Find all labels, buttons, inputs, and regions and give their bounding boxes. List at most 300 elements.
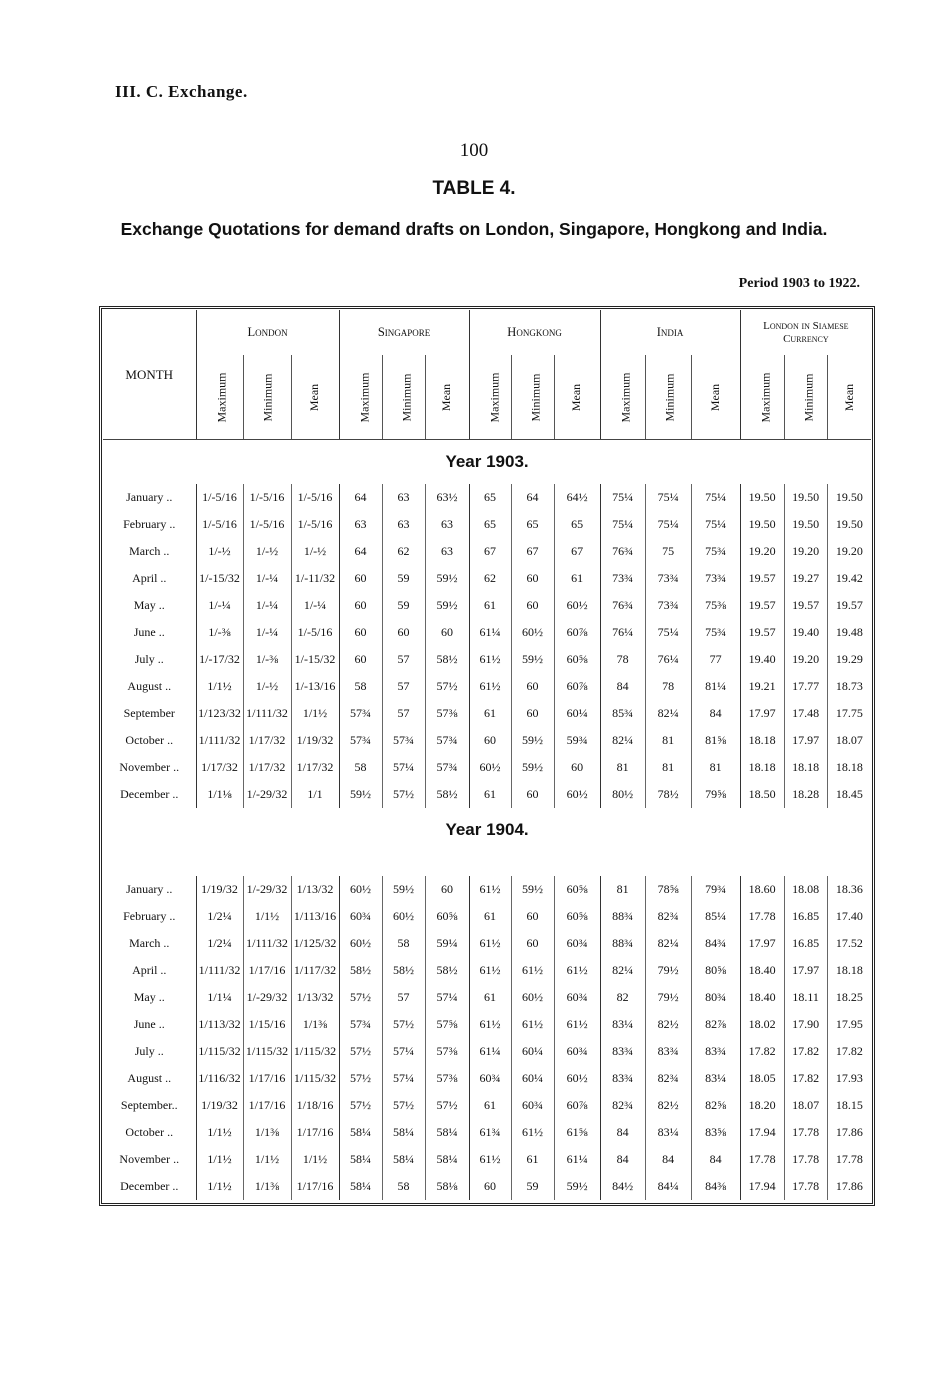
value-cell: 83¼ xyxy=(600,1011,645,1038)
value-cell: 60 xyxy=(382,619,425,646)
table-row xyxy=(103,673,871,700)
value-cell: 1/17/32 xyxy=(291,754,339,781)
value-cell: 60⅝ xyxy=(554,903,600,930)
value-cell: 82¾ xyxy=(645,1065,691,1092)
value-cell: 1/-5/16 xyxy=(291,511,339,538)
value-cell: 60 xyxy=(469,727,511,754)
value-cell: 1/-½ xyxy=(291,538,339,565)
table-row xyxy=(103,930,871,957)
value-cell: 60½ xyxy=(554,1065,600,1092)
value-cell: 59½ xyxy=(382,876,425,903)
value-cell: 75¾ xyxy=(691,619,740,646)
value-cell: 1/1½ xyxy=(196,673,243,700)
value-cell: 1/15/16 xyxy=(243,1011,291,1038)
value-cell: 67 xyxy=(469,538,511,565)
month-cell: April .. xyxy=(132,963,167,977)
value-cell: 83¾ xyxy=(691,1038,740,1065)
value-cell: 1/18/16 xyxy=(291,1092,339,1119)
value-cell: 19.20 xyxy=(827,538,871,565)
value-cell: 57½ xyxy=(339,1065,382,1092)
value-cell: 60 xyxy=(339,565,382,592)
value-cell: 1/1½ xyxy=(196,1173,243,1200)
value-cell: 60 xyxy=(511,781,554,808)
value-cell: 57¾ xyxy=(425,754,469,781)
value-cell: 57 xyxy=(382,673,425,700)
value-cell: 1/113/16 xyxy=(291,903,339,930)
year-label: Year 1903. xyxy=(445,452,529,471)
month-cell: March .. xyxy=(129,936,170,950)
value-cell: 75¼ xyxy=(645,484,691,511)
value-cell: 81⅝ xyxy=(691,727,740,754)
table-row xyxy=(103,1119,871,1146)
section-label: III. C. Exchange. xyxy=(115,82,248,101)
value-cell: 1/-29/32 xyxy=(243,876,291,903)
value-cell: 19.50 xyxy=(740,484,784,511)
month-cell: October .. xyxy=(125,1125,174,1139)
value-cell: 1/-11/32 xyxy=(291,565,339,592)
subcolumn-header xyxy=(425,355,469,440)
value-cell: 62 xyxy=(469,565,511,592)
value-cell: 17.90 xyxy=(784,1011,827,1038)
value-cell: 60¾ xyxy=(469,1065,511,1092)
value-cell: 57⅝ xyxy=(425,1011,469,1038)
value-cell: 59½ xyxy=(511,727,554,754)
value-cell: 1/-½ xyxy=(196,538,243,565)
value-cell: 83¼ xyxy=(645,1119,691,1146)
value-cell: 1/-5/16 xyxy=(196,511,243,538)
value-cell: 17.78 xyxy=(784,1146,827,1173)
value-cell: 80⅝ xyxy=(691,957,740,984)
table-row xyxy=(103,646,871,673)
month-cell: January .. xyxy=(126,490,173,504)
value-cell: 60½ xyxy=(339,876,382,903)
value-cell: 17.82 xyxy=(827,1038,871,1065)
subcolumn-label: Maximum xyxy=(357,372,372,422)
value-cell: 62 xyxy=(382,538,425,565)
value-cell: 61½ xyxy=(469,673,511,700)
subcolumn-label: Maximum xyxy=(487,372,502,422)
group-header-india: India xyxy=(600,310,740,355)
value-cell: 64 xyxy=(339,538,382,565)
table-row xyxy=(103,903,871,930)
value-cell: 75¾ xyxy=(691,538,740,565)
value-cell: 1/-⅜ xyxy=(243,646,291,673)
value-cell: 60½ xyxy=(554,781,600,808)
table-row xyxy=(103,484,871,511)
value-cell: 82¼ xyxy=(645,930,691,957)
value-cell: 1/-15/32 xyxy=(196,565,243,592)
month-cell: December .. xyxy=(120,787,179,801)
value-cell: 17.78 xyxy=(740,1146,784,1173)
value-cell: 59½ xyxy=(511,646,554,673)
value-cell: 58½ xyxy=(382,957,425,984)
subcolumn-label: Minimum xyxy=(801,372,816,422)
value-cell: 1/17/16 xyxy=(291,1173,339,1200)
value-cell: 1/17/32 xyxy=(243,754,291,781)
value-cell: 76¾ xyxy=(600,538,645,565)
value-cell: 57½ xyxy=(382,1011,425,1038)
value-cell: 17.82 xyxy=(740,1038,784,1065)
value-cell: 81 xyxy=(645,754,691,781)
value-cell: 18.28 xyxy=(784,781,827,808)
value-cell: 1/17/16 xyxy=(291,1119,339,1146)
value-cell: 60⅝ xyxy=(554,646,600,673)
value-cell: 60 xyxy=(339,646,382,673)
value-cell: 59 xyxy=(382,592,425,619)
subcolumn-header xyxy=(827,355,871,440)
value-cell: 57 xyxy=(382,646,425,673)
table-row xyxy=(103,538,871,565)
value-cell: 19.57 xyxy=(740,619,784,646)
subcolumn-header xyxy=(740,355,784,440)
value-cell: 60 xyxy=(511,673,554,700)
value-cell: 59¾ xyxy=(554,727,600,754)
value-cell: 59½ xyxy=(425,565,469,592)
value-cell: 84⅜ xyxy=(691,1173,740,1200)
value-cell: 60½ xyxy=(511,984,554,1011)
value-cell: 82¼ xyxy=(600,957,645,984)
value-cell: 81 xyxy=(645,727,691,754)
value-cell: 79½ xyxy=(645,957,691,984)
value-cell: 63 xyxy=(425,511,469,538)
value-cell: 1/-29/32 xyxy=(243,984,291,1011)
value-cell: 84 xyxy=(600,1146,645,1173)
value-cell: 1/-¼ xyxy=(291,592,339,619)
value-cell: 73¾ xyxy=(645,592,691,619)
value-cell: 18.18 xyxy=(740,754,784,781)
value-cell: 1/-½ xyxy=(243,538,291,565)
value-cell: 19.20 xyxy=(740,538,784,565)
value-cell: 58¼ xyxy=(339,1173,382,1200)
value-cell: 17.97 xyxy=(740,700,784,727)
value-cell: 19.57 xyxy=(784,592,827,619)
value-cell: 1/2¼ xyxy=(196,930,243,957)
value-cell: 78½ xyxy=(645,781,691,808)
value-cell: 84¾ xyxy=(691,930,740,957)
value-cell: 64 xyxy=(511,484,554,511)
value-cell: 60¾ xyxy=(511,1092,554,1119)
month-cell: May .. xyxy=(133,598,165,612)
value-cell: 1/111/32 xyxy=(196,727,243,754)
year-row xyxy=(103,808,871,876)
value-cell: 73¾ xyxy=(645,565,691,592)
value-cell: 1/117/32 xyxy=(291,957,339,984)
value-cell: 1/115/32 xyxy=(196,1038,243,1065)
table-row xyxy=(103,619,871,646)
value-cell: 82⅝ xyxy=(691,1092,740,1119)
value-cell: 58 xyxy=(339,754,382,781)
value-cell: 1/-29/32 xyxy=(243,781,291,808)
value-cell: 1/111/32 xyxy=(243,700,291,727)
value-cell: 1/125/32 xyxy=(291,930,339,957)
value-cell: 61 xyxy=(469,781,511,808)
month-cell: February .. xyxy=(123,517,176,531)
value-cell: 1/17/32 xyxy=(196,754,243,781)
month-cell: November .. xyxy=(119,1152,180,1166)
value-cell: 1/-15/32 xyxy=(291,646,339,673)
table-subtitle: Exchange Quotations for demand drafts on London, Singapore, Hongkong and India. xyxy=(120,219,828,239)
group-header-london: London xyxy=(196,310,339,355)
value-cell: 75 xyxy=(645,538,691,565)
value-cell: 63 xyxy=(382,511,425,538)
table-row xyxy=(103,1173,871,1200)
value-cell: 17.78 xyxy=(784,1173,827,1200)
value-cell: 60 xyxy=(554,754,600,781)
value-cell: 84½ xyxy=(600,1173,645,1200)
value-cell: 1/1½ xyxy=(196,1146,243,1173)
value-cell: 1/1½ xyxy=(243,903,291,930)
subcolumn-header xyxy=(511,355,554,440)
value-cell: 84 xyxy=(691,700,740,727)
value-cell: 18.18 xyxy=(784,754,827,781)
year-label: Year 1904. xyxy=(445,820,529,839)
value-cell: 57⅜ xyxy=(425,1038,469,1065)
value-cell: 57½ xyxy=(339,984,382,1011)
value-cell: 88¾ xyxy=(600,930,645,957)
value-cell: 19.42 xyxy=(827,565,871,592)
month-cell: June .. xyxy=(133,1017,165,1031)
value-cell: 17.75 xyxy=(827,700,871,727)
value-cell: 18.25 xyxy=(827,984,871,1011)
value-cell: 78⅝ xyxy=(645,876,691,903)
value-cell: 73¾ xyxy=(600,565,645,592)
value-cell: 57⅜ xyxy=(425,1065,469,1092)
value-cell: 82¾ xyxy=(600,1092,645,1119)
value-cell: 79¾ xyxy=(691,876,740,903)
subcolumn-label: Mean xyxy=(841,383,856,411)
value-cell: 1/113/32 xyxy=(196,1011,243,1038)
value-cell: 60 xyxy=(425,619,469,646)
value-cell: 61¾ xyxy=(469,1119,511,1146)
value-cell: 65 xyxy=(469,511,511,538)
value-cell: 83¾ xyxy=(600,1038,645,1065)
value-cell: 17.78 xyxy=(827,1146,871,1173)
value-cell: 61 xyxy=(554,565,600,592)
value-cell: 67 xyxy=(554,538,600,565)
value-cell: 57¾ xyxy=(425,727,469,754)
page-number: 100 xyxy=(459,140,489,161)
value-cell: 57 xyxy=(382,984,425,1011)
value-cell: 67 xyxy=(511,538,554,565)
value-cell: 19.27 xyxy=(784,565,827,592)
value-cell: 19.29 xyxy=(827,646,871,673)
month-cell: December .. xyxy=(120,1179,179,1193)
month-cell: July .. xyxy=(134,1044,164,1058)
table-row xyxy=(103,727,871,754)
value-cell: 84 xyxy=(600,673,645,700)
value-cell: 57¼ xyxy=(382,1038,425,1065)
value-cell: 60⅝ xyxy=(554,876,600,903)
value-cell: 1/1⅜ xyxy=(243,1119,291,1146)
value-cell: 61½ xyxy=(469,1011,511,1038)
value-cell: 17.78 xyxy=(784,1119,827,1146)
value-cell: 1/115/32 xyxy=(291,1065,339,1092)
value-cell: 57⅜ xyxy=(425,700,469,727)
value-cell: 1/123/32 xyxy=(196,700,243,727)
value-cell: 81 xyxy=(600,876,645,903)
value-cell: 19.50 xyxy=(827,484,871,511)
value-cell: 18.15 xyxy=(827,1092,871,1119)
value-cell: 1/-5/16 xyxy=(291,484,339,511)
value-cell: 61⅝ xyxy=(554,1119,600,1146)
value-cell: 1/17/16 xyxy=(243,957,291,984)
value-cell: 57½ xyxy=(425,673,469,700)
value-cell: 59 xyxy=(382,565,425,592)
value-cell: 80½ xyxy=(600,781,645,808)
table-row xyxy=(103,1092,871,1119)
month-cell: September xyxy=(123,706,175,720)
month-cell: June .. xyxy=(133,625,165,639)
value-cell: 60 xyxy=(425,876,469,903)
value-cell: 60⅞ xyxy=(554,619,600,646)
value-cell: 18.36 xyxy=(827,876,871,903)
value-cell: 61½ xyxy=(511,1119,554,1146)
value-cell: 88¾ xyxy=(600,903,645,930)
value-cell: 18.02 xyxy=(740,1011,784,1038)
value-cell: 17.52 xyxy=(827,930,871,957)
value-cell: 1/13/32 xyxy=(291,984,339,1011)
period-label: Period 1903 to 1922. xyxy=(738,276,860,291)
value-cell: 81¼ xyxy=(691,673,740,700)
value-cell: 61 xyxy=(469,984,511,1011)
value-cell: 75¼ xyxy=(691,511,740,538)
value-cell: 57¾ xyxy=(382,727,425,754)
value-cell: 77 xyxy=(691,646,740,673)
value-cell: 1/-13/16 xyxy=(291,673,339,700)
value-cell: 61½ xyxy=(469,1146,511,1173)
value-cell: 17.78 xyxy=(740,903,784,930)
value-cell: 61½ xyxy=(554,957,600,984)
value-cell: 59½ xyxy=(511,754,554,781)
value-cell: 17.94 xyxy=(740,1119,784,1146)
subcolumn-label: Mean xyxy=(569,383,584,411)
table-row xyxy=(103,1011,871,1038)
value-cell: 84 xyxy=(691,1146,740,1173)
value-cell: 75⅜ xyxy=(691,592,740,619)
table-row xyxy=(103,1038,871,1065)
value-cell: 17.48 xyxy=(784,700,827,727)
value-cell: 19.50 xyxy=(827,511,871,538)
value-cell: 58½ xyxy=(425,781,469,808)
value-cell: 58¼ xyxy=(425,1146,469,1173)
value-cell: 1/116/32 xyxy=(196,1065,243,1092)
value-cell: 1/1½ xyxy=(291,700,339,727)
value-cell: 65 xyxy=(469,484,511,511)
value-cell: 57 xyxy=(382,700,425,727)
table-row xyxy=(103,754,871,781)
value-cell: 79½ xyxy=(645,984,691,1011)
value-cell: 18.73 xyxy=(827,673,871,700)
value-cell: 19.50 xyxy=(784,484,827,511)
group-header-singapore: Singapore xyxy=(339,310,469,355)
value-cell: 60¾ xyxy=(339,903,382,930)
value-cell: 80¾ xyxy=(691,984,740,1011)
value-cell: 17.97 xyxy=(740,930,784,957)
value-cell: 84 xyxy=(600,1119,645,1146)
value-cell: 57½ xyxy=(339,1092,382,1119)
value-cell: 59½ xyxy=(339,781,382,808)
subcolumn-header xyxy=(196,355,243,440)
value-cell: 58 xyxy=(382,930,425,957)
value-cell: 16.85 xyxy=(784,930,827,957)
value-cell: 61¼ xyxy=(554,1146,600,1173)
table-row xyxy=(103,592,871,619)
value-cell: 60 xyxy=(469,1173,511,1200)
value-cell: 57½ xyxy=(382,781,425,808)
value-cell: 1/-¼ xyxy=(243,565,291,592)
value-cell: 18.11 xyxy=(784,984,827,1011)
value-cell: 84¼ xyxy=(645,1173,691,1200)
value-cell: 83¾ xyxy=(600,1065,645,1092)
value-cell: 1/1⅛ xyxy=(196,781,243,808)
value-cell: 63 xyxy=(339,511,382,538)
value-cell: 18.18 xyxy=(827,957,871,984)
value-cell: 60¾ xyxy=(554,984,600,1011)
value-cell: 60 xyxy=(339,619,382,646)
value-cell: 18.07 xyxy=(784,1092,827,1119)
value-cell: 60⅝ xyxy=(425,903,469,930)
value-cell: 61 xyxy=(469,700,511,727)
value-cell: 17.86 xyxy=(827,1173,871,1200)
value-cell: 61 xyxy=(469,903,511,930)
subcolumn-label: Maximum xyxy=(618,372,633,422)
subcolumn-label: Minimum xyxy=(662,372,677,422)
value-cell: 83¾ xyxy=(645,1038,691,1065)
value-cell: 78 xyxy=(645,673,691,700)
exchange-table xyxy=(103,310,871,1200)
value-cell: 60¼ xyxy=(554,700,600,727)
value-cell: 1/115/32 xyxy=(243,1038,291,1065)
value-cell: 59½ xyxy=(554,1173,600,1200)
month-cell: August .. xyxy=(127,1071,172,1085)
value-cell: 1/19/32 xyxy=(196,876,243,903)
value-cell: 83¼ xyxy=(691,1065,740,1092)
value-cell: 58½ xyxy=(425,957,469,984)
table-row xyxy=(103,1146,871,1173)
value-cell: 19.20 xyxy=(784,538,827,565)
value-cell: 81 xyxy=(600,754,645,781)
value-cell: 59¼ xyxy=(425,930,469,957)
table-row xyxy=(103,511,871,538)
value-cell: 61¼ xyxy=(469,1038,511,1065)
value-cell: 17.94 xyxy=(740,1173,784,1200)
value-cell: 75¼ xyxy=(645,619,691,646)
value-cell: 82½ xyxy=(645,1011,691,1038)
value-cell: 19.50 xyxy=(784,511,827,538)
subcolumn-header xyxy=(469,355,511,440)
value-cell: 1/111/32 xyxy=(196,957,243,984)
month-cell: October .. xyxy=(125,733,174,747)
year-row xyxy=(103,440,871,485)
value-cell: 18.60 xyxy=(740,876,784,903)
value-cell: 1/-½ xyxy=(243,673,291,700)
value-cell: 1/1⅜ xyxy=(291,1011,339,1038)
table-row xyxy=(103,565,871,592)
subcolumn-label: Minimum xyxy=(528,372,543,422)
subcolumn-header xyxy=(382,355,425,440)
month-header: MONTH xyxy=(103,310,196,440)
month-cell: November .. xyxy=(119,760,180,774)
value-cell: 17.77 xyxy=(784,673,827,700)
value-cell: 76¼ xyxy=(645,646,691,673)
value-cell: 58¼ xyxy=(339,1119,382,1146)
value-cell: 1/19/32 xyxy=(291,727,339,754)
value-cell: 17.82 xyxy=(784,1065,827,1092)
value-cell: 1/17/16 xyxy=(243,1065,291,1092)
month-cell: July .. xyxy=(134,652,164,666)
value-cell: 18.50 xyxy=(740,781,784,808)
value-cell: 58½ xyxy=(339,957,382,984)
